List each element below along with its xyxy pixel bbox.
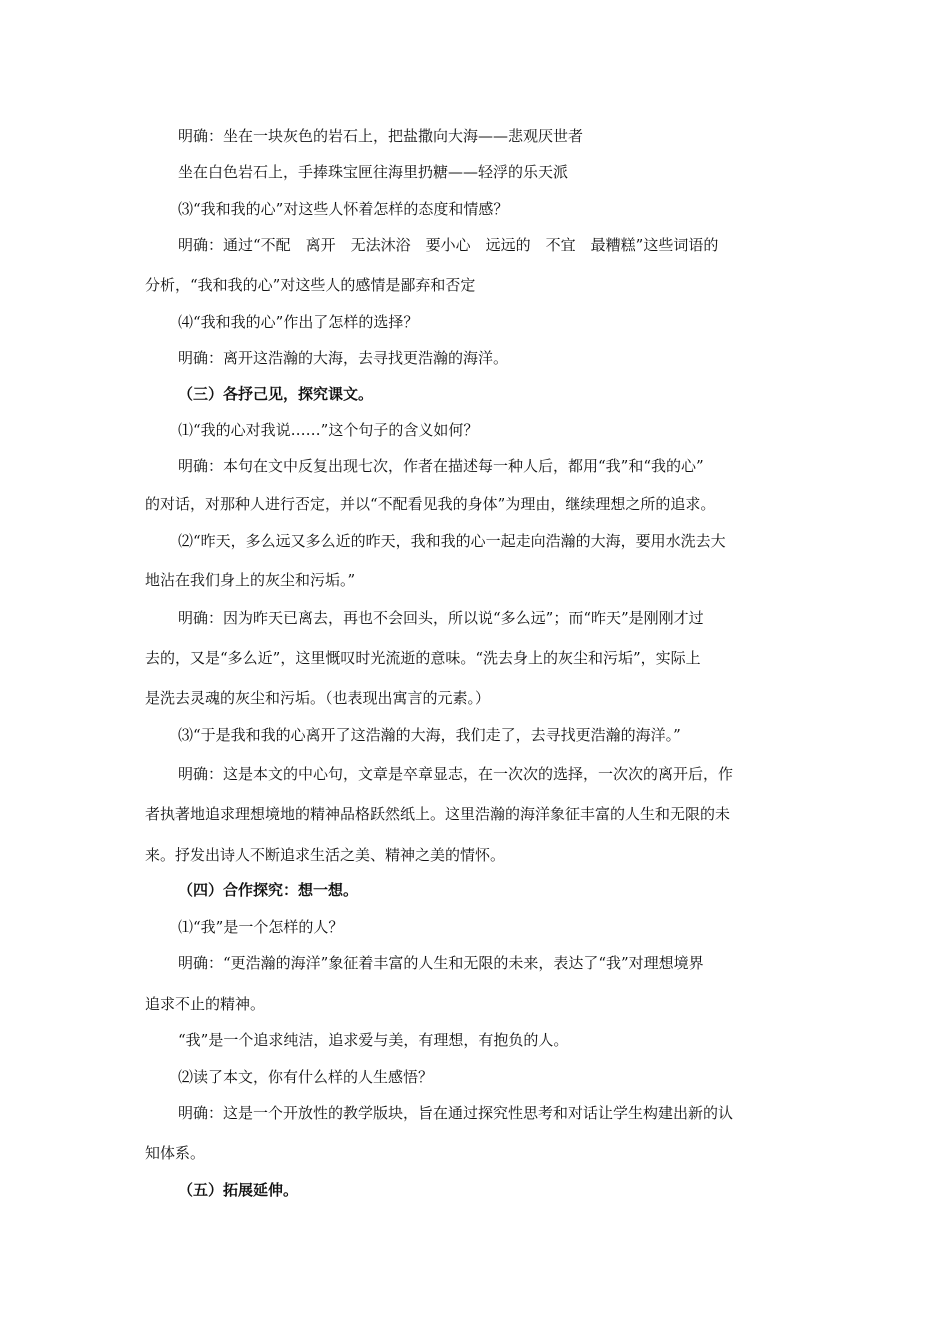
text-line: 明确：因为昨天已离去，再也不会回头，所以说“多么远”；而“昨天”是刚刚才过 bbox=[178, 609, 704, 627]
text-line: 是洗去灵魂的灰尘和污垢。（也表现出寓言的元素。） bbox=[145, 689, 491, 707]
text-line: 的对话，对那种人进行否定，并以“不配看见我的身体”为理由，继续理想之所的追求。 bbox=[145, 495, 716, 513]
text-line: 追求不止的精神。 bbox=[145, 995, 266, 1013]
text-line: ⑵“昨天，多么远又多么近的昨天，我和我的心一起走向浩瀚的大海，要用水洗去大 bbox=[178, 532, 726, 550]
text-line: ⑵读了本文，你有什么样的人生感悟？ bbox=[178, 1068, 434, 1086]
text-line: 知体系。 bbox=[145, 1144, 206, 1162]
text-line: 来。抒发出诗人不断追求生活之美、精神之美的情怀。 bbox=[145, 846, 506, 864]
text-line: 地沾在我们身上的灰尘和污垢。” bbox=[145, 571, 356, 589]
text-line: 明确：离开这浩瀚的大海，去寻找更浩瀚的海洋。 bbox=[178, 349, 509, 367]
text-line: 坐在白色岩石上，手捧珠宝匣往海里扔糖——轻浮的乐天派 bbox=[178, 163, 569, 181]
text-line: 明确：“更浩瀚的海洋”象征着丰富的人生和无限的未来，表达了“我”对理想境界 bbox=[178, 954, 704, 972]
text-line: ⑷“我和我的心”作出了怎样的选择？ bbox=[178, 313, 419, 331]
text-line: 去的，又是“多么近”，这里慨叹时光流逝的意味。“洗去身上的灰尘和污垢”，实际上 bbox=[145, 649, 701, 667]
section-heading: （三）各抒己见，探究课文。 bbox=[178, 385, 374, 403]
text-line: 明确：坐在一块灰色的岩石上，把盐撒向大海——悲观厌世者 bbox=[178, 127, 584, 145]
section-heading: （四）合作探究：想一想。 bbox=[178, 881, 359, 899]
text-line: ⑶“于是我和我的心离开了这浩瀚的大海，我们走了，去寻找更浩瀚的海洋。” bbox=[178, 726, 681, 744]
text-line: 分析，“我和我的心”对这些人的感情是鄙弃和否定 bbox=[145, 276, 476, 294]
text-line: 明确：通过“不配 离开 无法沐浴 要小心 远远的 不宜 最糟糕”这些词语的 bbox=[178, 236, 719, 254]
text-line: ⑴“我的心对我说……”这个句子的含义如何？ bbox=[178, 421, 479, 439]
text-line: 者执著地追求理想境地的精神品格跃然纸上。这里浩瀚的海洋象征丰富的人生和无限的未 bbox=[145, 805, 731, 823]
text-line: “我”是一个追求纯洁，追求爱与美，有理想，有抱负的人。 bbox=[178, 1031, 569, 1049]
text-line: ⑶“我和我的心”对这些人怀着怎样的态度和情感？ bbox=[178, 200, 509, 218]
text-line: ⑴“我”是一个怎样的人？ bbox=[178, 918, 344, 936]
text-line: 明确：本句在文中反复出现七次，作者在描述每一种人后，都用“我”和“我的心” bbox=[178, 457, 704, 475]
text-line: 明确：这是一个开放性的教学版块，旨在通过探究性思考和对话让学生构建出新的认 bbox=[178, 1104, 734, 1122]
section-heading: （五）拓展延伸。 bbox=[178, 1181, 299, 1199]
text-line: 明确：这是本文的中心句，文章是卒章显志，在一次次的选择，一次次的离开后，作 bbox=[178, 765, 734, 783]
